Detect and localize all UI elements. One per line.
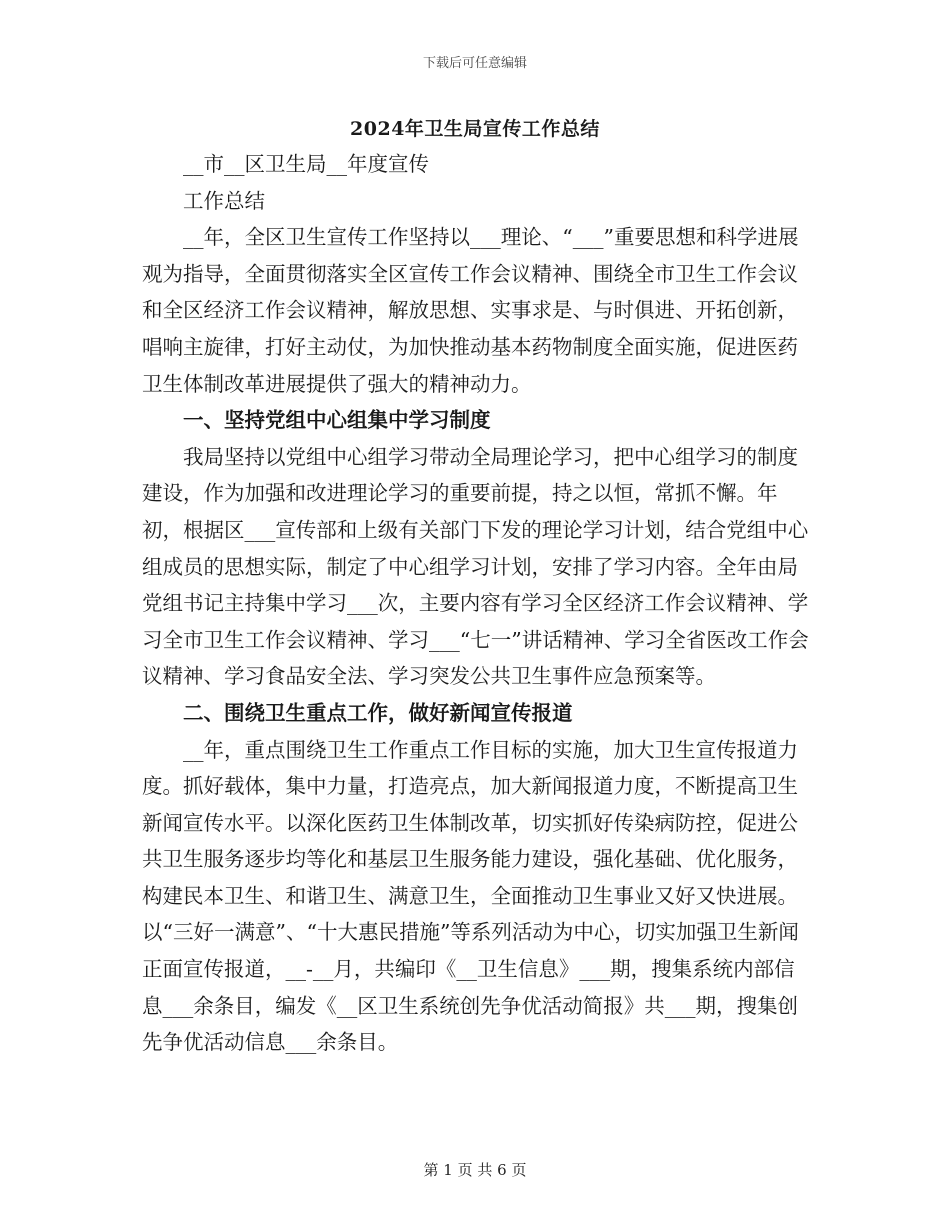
page-number: 第 1 页 共 6 页	[423, 1161, 527, 1179]
paragraph: __市__区卫生局__年度宣传	[183, 152, 429, 176]
paragraph: __年，重点围绕卫生工作重点工作目标的实施，加大卫生宣传报道力度。抓好载体，集中力量，打造亮点，加大新闻报道力度，不断提高卫生新闻宣传水平。以深化医药卫生体制改革，切实抓好传染病防控，促进公共卫生服务逐步均等化和基层卫生服务能力建设，强化基础、优化服务，构建民本卫生、和谐卫生、满意卫生，全面推动卫生事业又好又快进展。以“三好一满意”、“十大惠民措施”等系列活动为中心，切实加强卫生新闻正面宣传报道，__-__月，共编印《__卫生信息》___期，搜集系统内部信息___余条目，编发《__区卫生系统创先争优活动简报》共___期，搜集创先争优活动信息___余条目。	[142, 737, 799, 1055]
section-heading: 二、围绕卫生重点工作，做好新闻宣传报道	[183, 700, 573, 725]
section-heading: 一、坚持党组中心组集中学习制度	[183, 408, 491, 433]
paragraph: 我局坚持以党组中心组学习带动全局理论学习，把中心组学习的制度建设，作为加强和改进理论学习的重要前提，持之以恒，常抓不懈。年初，根据区___宣传部和上级有关部门下发的理论学习计划，结合党组中心组成员的思想实际，制定了中心组学习计划，安排了学习内容。全年由局党组书记主持集中学习___次，主要内容有学习全区经济工作会议精神、学习全市卫生工作会议精神、学习___“七一”讲话精神、学习全省医改工作会议精神、学习食品安全法、学习突发公共卫生事件应急预案等。	[142, 444, 809, 689]
paragraph: __年，全区卫生宣传工作坚持以___理论、“___”重要思想和科学进展观为指导，全面贯彻落实全区宣传工作会议精神、围绕全市卫生工作会议和全区经济工作会议精神，解放思想、实事求是、与时俱进、开拓创新，唱响主旋律，打好主动仗，为加快推动基本药物制度全面实施，促进医药卫生体制改革进展提供了强大的精神动力。	[142, 225, 799, 396]
document-title: 2024年卫生局宣传工作总结	[350, 118, 600, 140]
header-note: 下载后可任意编辑	[422, 56, 527, 71]
paragraph: 工作总结	[183, 188, 265, 213]
document-body	[142, 146, 812, 1061]
